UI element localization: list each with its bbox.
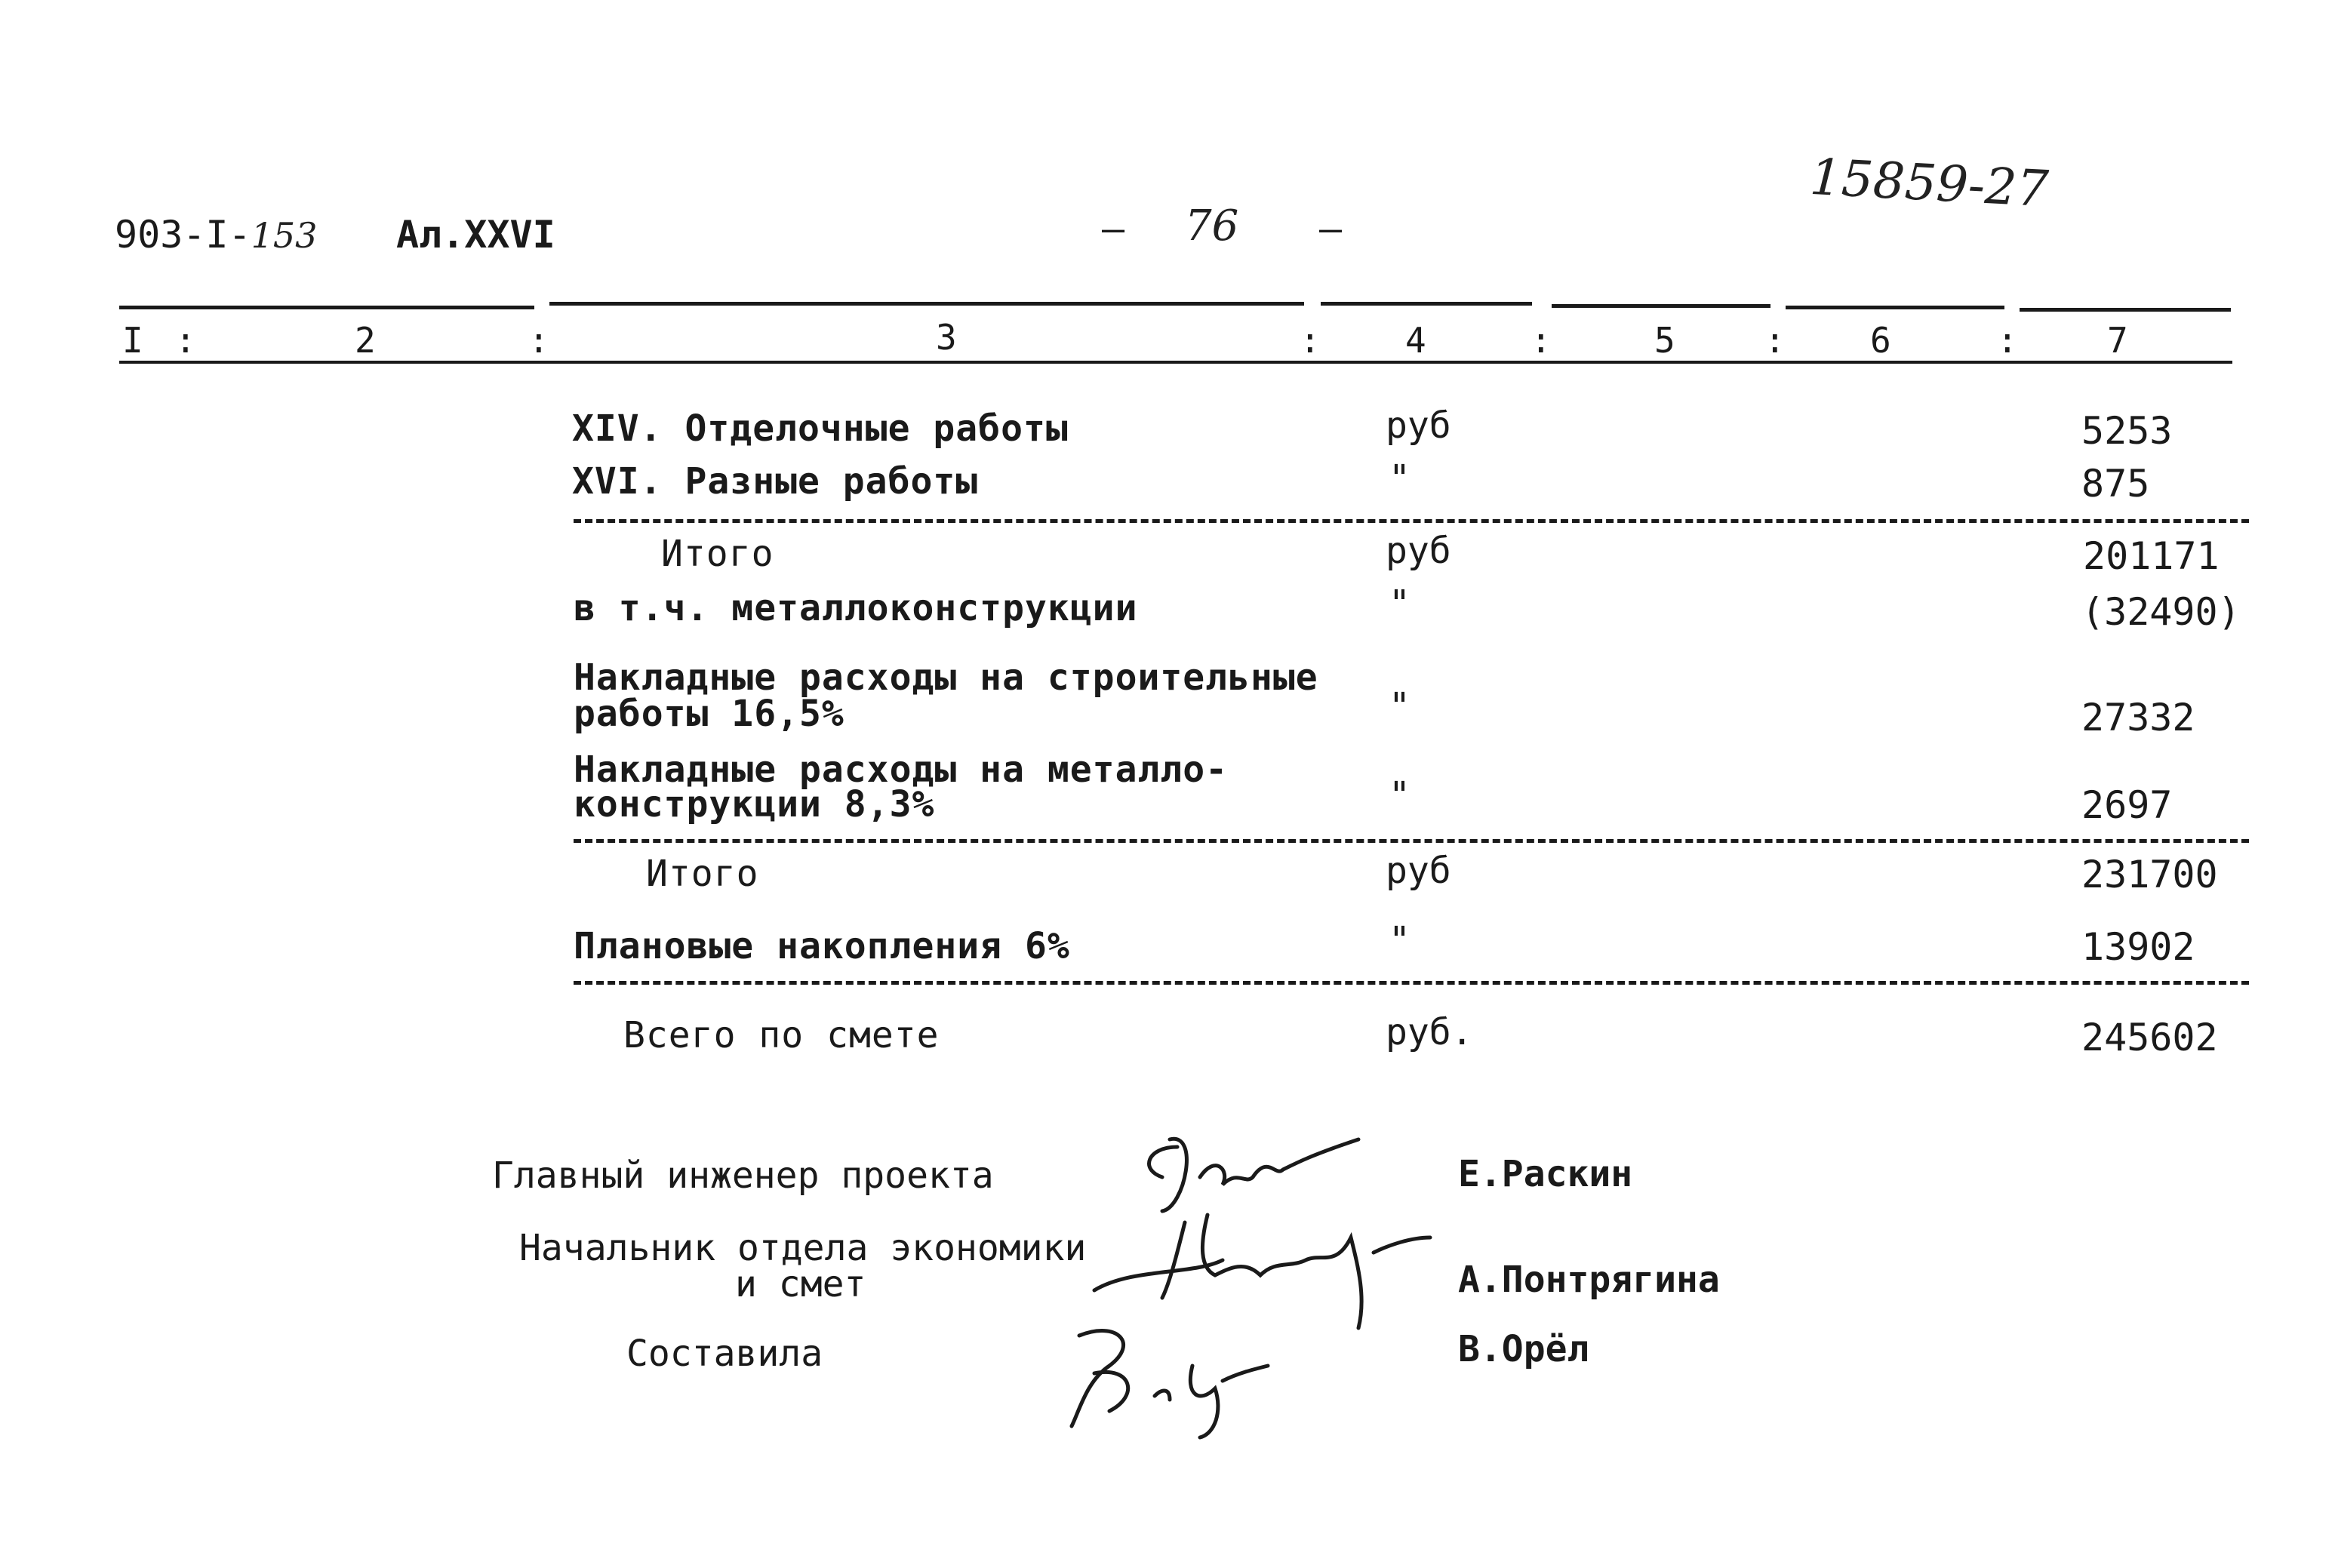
row-label: Плановые накопления 6%: [574, 925, 1070, 967]
page-number-dash-right: –: [1319, 207, 1343, 251]
row-unit: ": [1389, 583, 1411, 625]
column-separator: :: [175, 320, 196, 361]
row-value: 2697: [2081, 783, 2173, 827]
row-label-line2: работы 16,5%: [574, 693, 844, 735]
column-number-1: I: [122, 320, 143, 361]
row-value: 201171: [2083, 534, 2220, 578]
column-number-2: 2: [355, 320, 376, 361]
signatory-role: Составила: [626, 1333, 823, 1375]
signatory-name: А.Понтрягина: [1458, 1259, 1720, 1301]
column-number-7: 7: [2107, 320, 2128, 361]
column-header-bottom-rule: [119, 361, 2232, 364]
row-unit: ": [1389, 774, 1411, 816]
column-separator: :: [1997, 320, 2018, 361]
column-header-top-rule-3: [1321, 302, 1532, 306]
row-label: в т.ч. металлоконструкции: [574, 587, 1138, 629]
column-number-3: 3: [936, 317, 957, 358]
row-value: 231700: [2081, 853, 2218, 896]
column-separator: :: [1531, 320, 1552, 361]
dashed-separator: [574, 839, 2249, 843]
row-value: 5253: [2081, 409, 2173, 453]
column-number-6: 6: [1870, 320, 1891, 361]
page-number: 76: [1185, 201, 1239, 251]
column-header-top-rule-4: [1552, 304, 1770, 308]
album-number: Ал.XXVI: [396, 213, 555, 257]
row-unit: ": [1389, 919, 1411, 961]
row-label-line2: конструкции 8,3%: [574, 783, 935, 826]
row-unit: ": [1389, 685, 1411, 727]
row-label: XIV. Отделочные работы: [572, 407, 1069, 450]
column-header-top-rule-5: [1786, 306, 2004, 309]
row-value: 875: [2081, 462, 2150, 506]
column-header-top-rule-1: [119, 306, 534, 309]
column-separator: :: [528, 320, 549, 361]
signatory-name: В.Орёл: [1458, 1328, 1589, 1370]
row-value: 13902: [2081, 925, 2195, 969]
dashed-separator: [574, 519, 2249, 523]
signatory-role: Главный инженер проекта: [492, 1154, 994, 1197]
column-number-4: 4: [1405, 320, 1426, 361]
column-separator: :: [1300, 320, 1321, 361]
signature-compiler: [1049, 1313, 1275, 1441]
page-number-dash-left: –: [1102, 207, 1125, 251]
row-value: 27332: [2081, 696, 2195, 739]
row-label-line1: Накладные расходы на строительные: [574, 656, 1318, 699]
row-value: 245602: [2081, 1016, 2218, 1059]
row-unit: руб: [1386, 530, 1451, 572]
column-header-top-rule-2: [549, 302, 1304, 306]
row-label: Итого: [661, 533, 774, 575]
row-label: XVI. Разные работы: [572, 460, 979, 503]
column-number-5: 5: [1654, 320, 1675, 361]
row-label: Итого: [646, 853, 759, 895]
document-code-printed: 903-I-: [115, 213, 251, 257]
column-separator: :: [1764, 320, 1786, 361]
signatory-role-line2: и смет: [735, 1263, 866, 1305]
document-code-handwritten: 153: [251, 215, 318, 256]
row-unit: руб: [1386, 850, 1451, 892]
row-unit: руб: [1386, 404, 1451, 447]
row-label-line1: Накладные расходы на металло-: [574, 749, 1229, 791]
document-code: [115, 213, 318, 257]
row-label: Всего по смете: [623, 1014, 940, 1056]
signatory-role-line1: Начальник отдела экономики: [519, 1227, 1087, 1269]
row-value: (32490): [2081, 590, 2241, 634]
stamp-number: 15859-27: [1808, 147, 2050, 219]
signatory-name: Е.Раскин: [1458, 1153, 1633, 1195]
dashed-separator: [574, 981, 2249, 985]
column-header-top-rule-6: [2020, 308, 2231, 312]
row-unit: руб.: [1386, 1011, 1473, 1053]
row-unit: ": [1389, 457, 1411, 500]
